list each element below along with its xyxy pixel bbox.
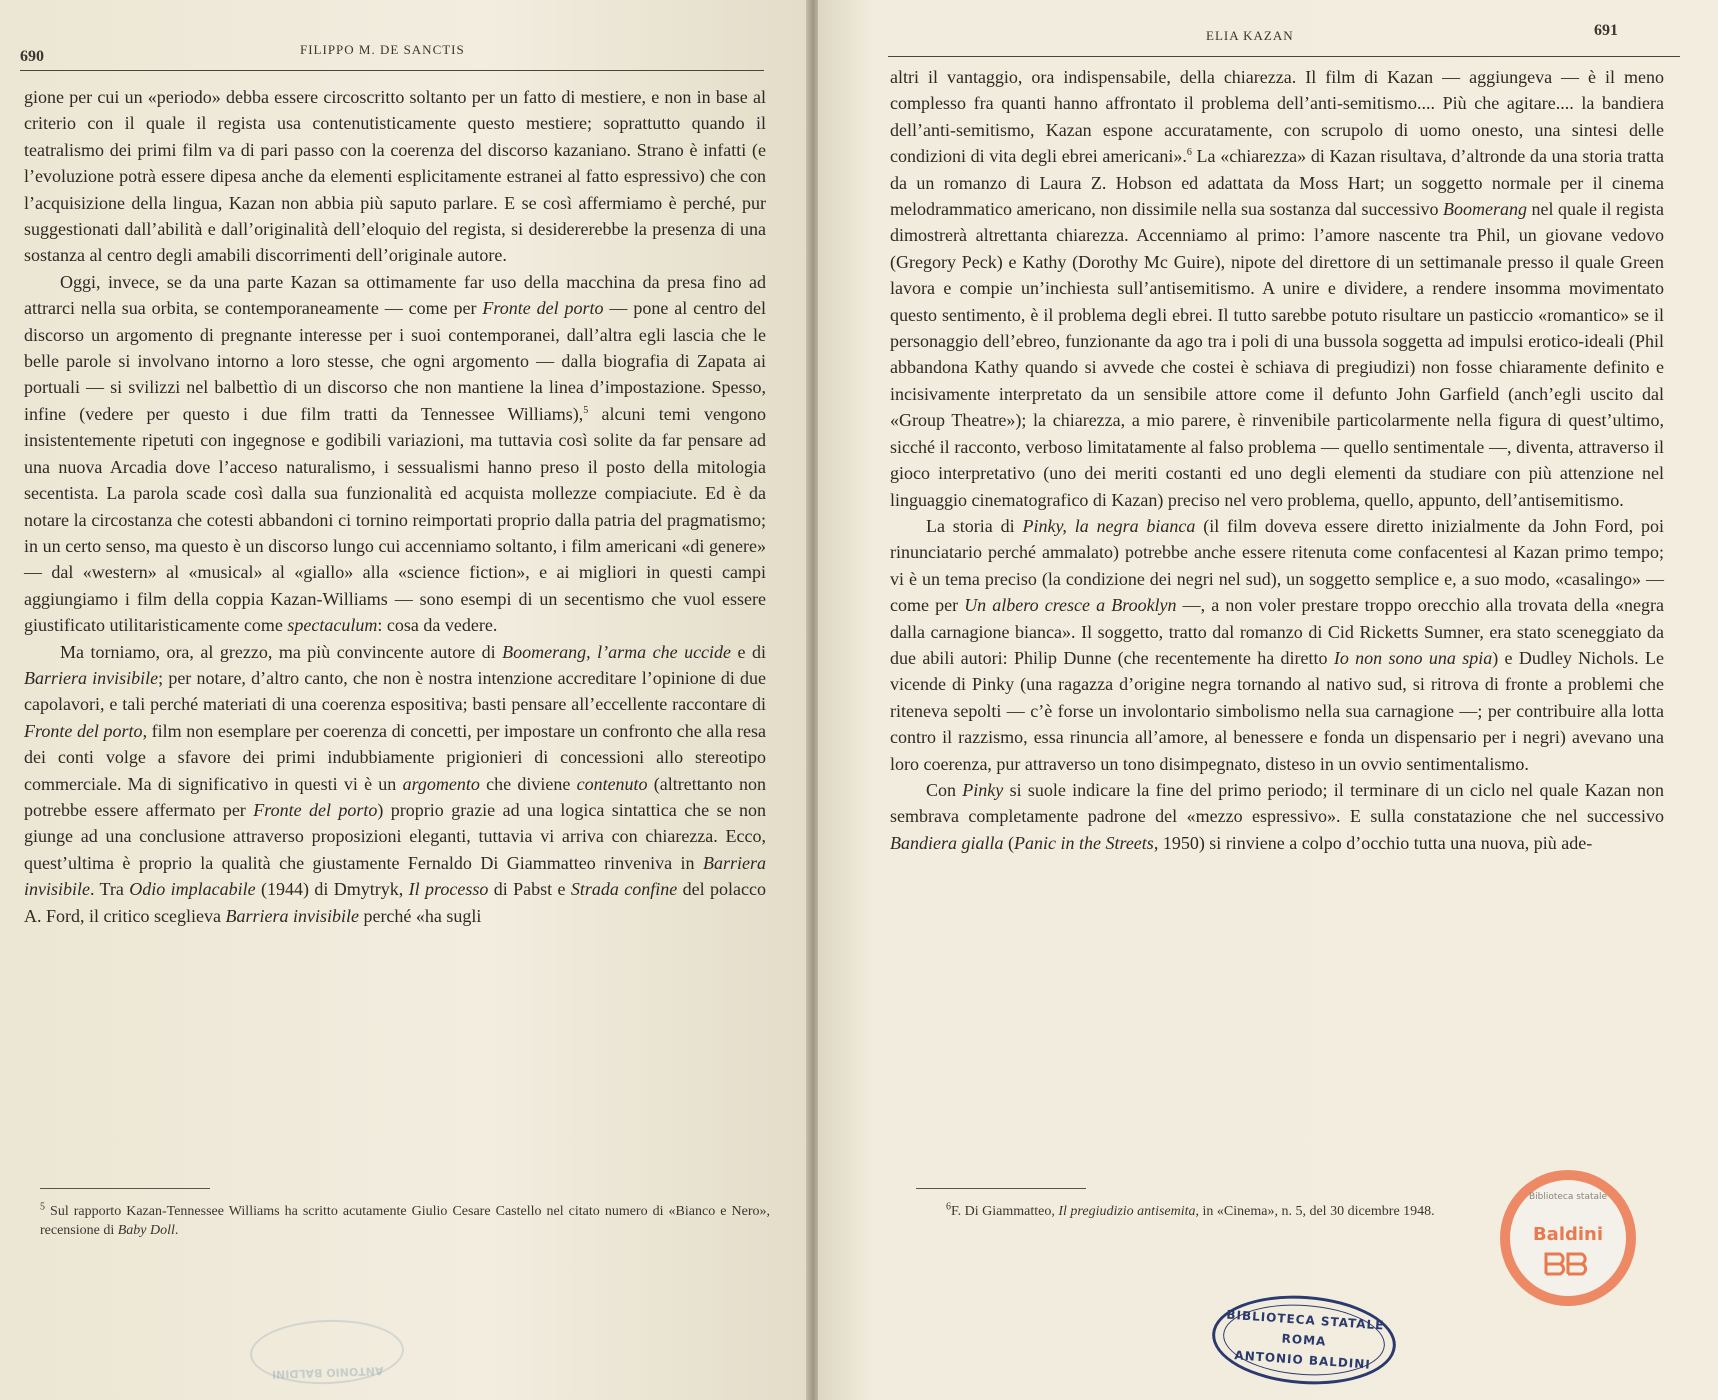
text-run: , film non esemplare per coerenza di concetti, per impostare un confronto che alla resa dei conti volge a sfavore dei primi indubbiamente prigionieri di concessioni allo stereotipo commerciale. Ma di significativo in questi vi è un bbox=[24, 720, 766, 794]
text-run: —, a non voler prestare troppo orecchio alla trovata della «negra dalla carnagione bianca». Il soggetto, tratto dal romanzo di Cid Ricketts Sumner, era stato sceneggiato da due abili autori: Philip Dunne (che recentemente ha diretto bbox=[890, 595, 1665, 668]
italic-title: Il pregiudizio antisemita bbox=[1058, 1204, 1196, 1219]
italic-title: Barriera invisibile bbox=[225, 905, 359, 926]
text-run: perché «ha sugli bbox=[358, 905, 482, 926]
text-run: La storia di bbox=[926, 515, 1023, 536]
right-body-text bbox=[890, 64, 1664, 856]
text-run: Sul rapporto Kazan-Tennessee Williams ha scritto acutamente Giulio Cesare Castello nel citato numero di «Bianco e Nero», recensione di bbox=[40, 1204, 770, 1238]
italic-title: Boomerang bbox=[1442, 199, 1527, 220]
italic-title: spectaculum bbox=[287, 615, 378, 636]
italic-title: Boomerang, l’arma che uccide bbox=[502, 641, 732, 662]
italic-title: Pinky, la negra bianca bbox=[1022, 515, 1196, 536]
text-run: , in «Cinema», n. 5, del 30 dicembre 1948. bbox=[1195, 1204, 1435, 1219]
stamp-line-2: ROMA bbox=[1281, 1331, 1327, 1349]
bleed-through-stamp-text: ANTONIO BALDINI bbox=[271, 1364, 384, 1381]
left-page bbox=[0, 0, 812, 1400]
text-run: si suole indicare la fine del primo periodo; il terminare di un ciclo nel quale Kazan non sembrava completamente padrone del «mezzo espressivo». E sulla constatazione che nel successivo bbox=[890, 779, 1664, 827]
italic-title: Odio implacabile bbox=[129, 879, 256, 900]
text-run: ) e Dudley Nichols. Le vicende di Pinky (una ragazza d’origine negra tornando al nativo sud, si ritrova di fronte a problemi che riteneva sepolti — c’è forse un involontario simbolismo nella sua carnagione —; per contribuire alla lotta contro il razzismo, essa rinuncia all’amore, al benessere e fonda un dispensario per i negri) avevano una loro coerenza, pur attraverso un tono disimpegnato, disteso in un ovvio sentimentalismo. bbox=[890, 647, 1664, 774]
library-logo-name: Baldini bbox=[1532, 1224, 1604, 1245]
text-run: . bbox=[174, 1223, 179, 1238]
paragraph bbox=[890, 513, 1664, 777]
text-run: Ma torniamo, ora, al grezzo, ma più convincente autore di bbox=[60, 641, 503, 662]
text-run: che diviene bbox=[479, 773, 577, 794]
text-run: gione per cui un «periodo» debba essere circoscritto soltanto per un fatto di mestiere, e non in base al criterio con il quale il regista usa contenutisticamente questo mestiere; soprattutto quando il teatralismo dei primi film va di pari passo con la coerenza del discorso kazaniano. Strano è infatti (e l’evoluzione potrà essere dipesa anche da elementi esplicitamente estranei al fatto espressivo) che con l’acquisizione della lingua, Kazan non abbia più saputo parlare. E se così affermiamo è perché, pur suggestionati dall’abilità e dall’originalità dell’eloquio del regista, si desidererebbe la presenza di una sostanza al centro degli amabili discorrimenti dell’originale autore. bbox=[24, 87, 766, 266]
footnote-reference: 5 bbox=[40, 1201, 45, 1213]
text-run: — pone al centro del discorso un argomento di pregnante interesse per i suoi contemporanei, dall’altra egli lascia che le belle parole si involvano intorno a loro stesse, che ogni argomento — dalla biografia di Zapata ai portuali — si svilizzi nel balbettìo di un discorso che non mantiene la linea d’impostazione. Spesso, infine (vedere per questo i due film tratti da Tennessee Williams), bbox=[24, 298, 766, 424]
text-run: Oggi, invece, se da una parte Kazan sa ottimamente far uso della macchina da presa fino ad attrarci nella sua orbita, se contemporaneamente — come per bbox=[24, 271, 766, 319]
text-run: La «chiarezza» di Kazan risultava, d’altronde da una storia tratta da un romanzo di Laura Z. Hobson ed adattata da Moss Hart; un soggetto normale per il cinema melodrammatico americano, non dissimile nella sua sostanza dal successivo bbox=[890, 146, 1664, 220]
paragraph bbox=[890, 64, 1664, 513]
italic-title: Baby Doll bbox=[117, 1223, 175, 1238]
text-run: Con bbox=[926, 779, 963, 800]
footnote-rule bbox=[40, 1188, 210, 1189]
header-rule bbox=[20, 70, 764, 71]
italic-title: Pinky bbox=[962, 779, 1004, 800]
running-head: ELIA KAZAN bbox=[1206, 28, 1294, 43]
paragraph bbox=[24, 639, 766, 929]
library-logo-subtitle: Biblioteca statale bbox=[1528, 1192, 1608, 1202]
italic-title: Barriera invisibile bbox=[24, 852, 766, 900]
footnote-5 bbox=[40, 1202, 770, 1240]
paragraph bbox=[24, 269, 766, 639]
footnote-reference: 6 bbox=[946, 1201, 951, 1213]
italic-title: Barriera invisibile bbox=[24, 667, 159, 688]
text-run: : cosa da vedere. bbox=[377, 615, 498, 636]
page-number: 691 bbox=[1594, 22, 1618, 39]
italic-title: Bandiera gialla bbox=[890, 832, 1004, 853]
text-run: (1944) di Dmytryk, bbox=[255, 879, 409, 900]
library-logo-mark-icon bbox=[1542, 1250, 1594, 1276]
text-run: e di bbox=[731, 641, 766, 662]
italic-title: Un albero cresce a Brooklyn bbox=[964, 595, 1177, 616]
italic-title: Strada confine bbox=[570, 879, 678, 900]
footnote-reference: 5 bbox=[583, 404, 589, 416]
footnote-rule bbox=[916, 1188, 1086, 1189]
text-run: ) proprio grazie ad una logica sintattica che se non giunge ad una conclusione attraverso proposizioni eleganti, tuttavia vi arriva con chiarezza. Ecco, quest’ultima è proprio la qualità che giustamente Fernaldo Di Giammatteo rinveniva in bbox=[24, 799, 766, 873]
left-body-text bbox=[24, 84, 766, 929]
paragraph bbox=[890, 777, 1664, 856]
italic-title: Fronte del porto bbox=[482, 298, 604, 319]
library-logo bbox=[1500, 1170, 1636, 1306]
italic-title: Io non sono una spia bbox=[1333, 647, 1493, 668]
footnote-reference: 6 bbox=[1186, 147, 1192, 159]
text-run: (il film doveva essere diretto inizialmente da John Ford, poi rinunciatario perché ammalato) potrebbe anche essere ritenuta come confacentesi al Kazan primo tempo; vi è un tema preciso (la condizione dei negri nel sud), un soggetto semplice e, a suo modo, «casalingo» — come per bbox=[890, 515, 1664, 616]
text-run: del polacco A. Ford, il critico sceglieva bbox=[24, 879, 767, 926]
header-rule bbox=[888, 56, 1680, 57]
italic-title: argomento bbox=[402, 773, 480, 794]
text-run: altri il vantaggio, ora indispensabile, della chiarezza. Il film di Kazan — aggiungeva — è il meno complesso fra quanti hanno affrontato il problema dell’anti-semitismo.... Più che agitare.... la bandiera dell’anti-semitismo, Kazan espone accuratamente, con scrupolo di uomo onesto, una sintesi delle condizioni di vita degli ebrei americani». bbox=[890, 67, 1664, 167]
text-run: F. Di Giammatteo, bbox=[951, 1204, 1059, 1219]
running-head: FILIPPO M. DE SANCTIS bbox=[300, 42, 465, 57]
text-run: ( bbox=[1003, 832, 1014, 853]
text-run: di Pabst e bbox=[488, 879, 571, 900]
italic-title: contenuto bbox=[576, 773, 648, 794]
italic-title: Fronte del porto bbox=[253, 799, 378, 820]
text-run: ; per notare, d’altro canto, che non è nostra intenzione accreditare l’opinione di due capolavori, e tali perché materiati di una coerenza espositiva; basti pensare all’eccellente raccontare di bbox=[24, 667, 766, 715]
paragraph bbox=[24, 84, 766, 269]
text-run: . Tra bbox=[90, 879, 130, 900]
text-run: nel quale il regista dimostrerà altrettanta chiarezza. Accenniamo al primo: l’amore nascente tra Phil, un giovane vedovo (Gregory Peck) e Kathy (Dorothy Mc Guire), nipote del direttore di un settimanale presso il quale Green lavora e compie un’inchiesta sull’antisemitismo. A unire e dividere, a rendere insomma movimentato questo sentimento, è il problema degli ebrei. Il tutto sarebbe potuto risultare un pasticcio «romantico» se il personaggio dell’ebreo, funzionante da ago tra i poli di una bussola soggetta ad impulsi erotico-ideali (Phil abbandona Kathy quando si avvede che costei è schiava di pregiudizi) non fosse chiaramente definito e incisivamente interpretato da un sensibile attore come il defunto John Garfield (anch’egli uscito dal «Group Theatre»); la chiarezza, a mio parere, è rinvenibile particolarmente nella figura di quest’ultimo, sicché il racconto, verboso limitatamente al falso problema — quello sentimentale —, diventa, attraverso il gioco interpretativo (uno dei meriti costanti ed uno degli elementi da studiare con più attenzione nel linguaggio cinematografico di Kazan) preciso nel vero problema, quello, appunto, dell’antisemitismo. bbox=[890, 199, 1664, 510]
stamp-line-1: BIBLIOTECA STATALE bbox=[1225, 1307, 1385, 1333]
italic-title: Il processo bbox=[408, 879, 489, 900]
text-run: , 1950) si rinviene a colpo d’occhio tutta una nuova, più ade- bbox=[1153, 832, 1593, 853]
italic-title: Fronte del porto bbox=[24, 720, 143, 741]
bleed-through-stamp bbox=[249, 1317, 405, 1386]
text-run: alcuni temi vengono insistentemente ripetuti con ingegnose e godibili variazioni, ma tuttavia così solite da far pensare ad una nuova Arcadia dove l’acceso naturalismo, i sessualismi hanno preso il posto della mitologia secentista. La parola scade così dalla sua funzionalità ed acquista mollezze compiaciute. Ed è da notare la circostanza che cotesti abbandoni ci tornino reimportati proprio dalla patria del pragmatismo; in un certo senso, ma questo è un discorso lungo cui accenniamo soltanto, i film americani «di genere» — dal «western» al «musical» al «giallo» alla «science fiction», e ai migliori in questi campi aggiungiamo i film della coppia Kazan-Williams — sono esempi di un secentismo che vuol essere giustificato utilitaristicamente come bbox=[24, 403, 766, 636]
stamp-line-3: ANTONIO BALDINI bbox=[1233, 1348, 1372, 1372]
italic-title: Panic in the Streets bbox=[1014, 832, 1154, 853]
text-run: (altrettanto non potrebbe essere affermato per bbox=[24, 773, 766, 820]
page-number: 690 bbox=[20, 48, 44, 65]
